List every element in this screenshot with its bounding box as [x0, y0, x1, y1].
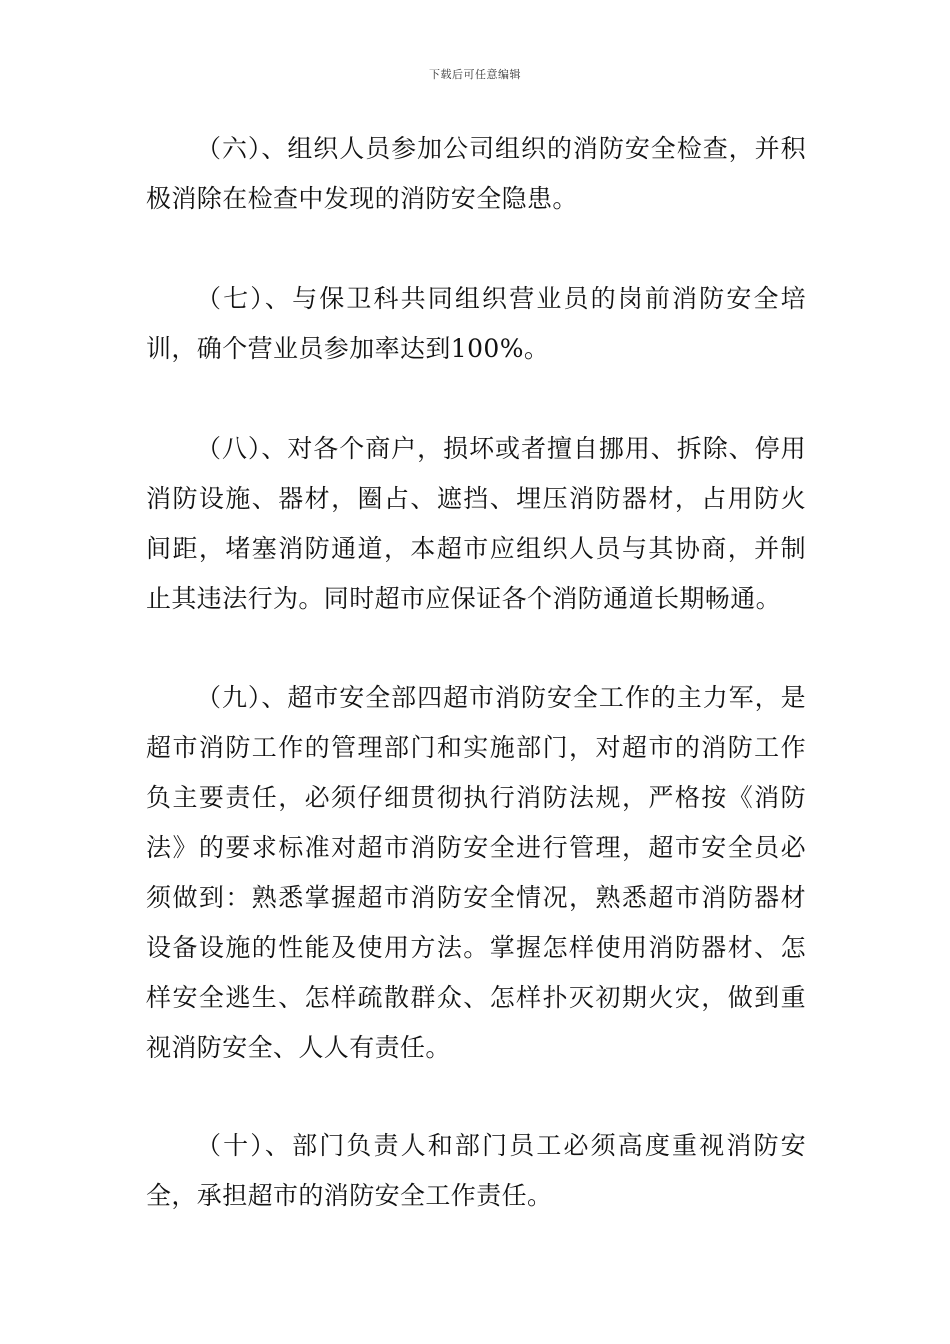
- paragraph-10: （十）、部门负责人和部门员工必须高度重视消防安全，承担超市的消防安全工作责任。: [146, 1131, 806, 1210]
- paragraph-9: （九）、超市安全部四超市消防安全工作的主力军，是超市消防工作的管理部门和实施部门，对超市的消防工作负主要责任，必须仔细贯彻执行消防法规，严格按《消防法》的要求标准对超市消防安全进行管理，超市安全员必须做到：熟悉掌握超市消防安全情况，熟悉超市消防器材设备设施的性能及使用方法。掌握怎样使用消防器材、怎样安全逃生、怎样疏散群众、怎样扑灭初期火灾，做到重视消防安全、人人有责任。: [146, 683, 806, 1062]
- paragraph-6: （六）、组织人员参加公司组织的消防安全检查，并积极消除在检查中发现的消防安全隐患。: [146, 134, 806, 213]
- paragraph-7: （七）、与保卫科共同组织营业员的岗前消防安全培训，确个营业员参加率达到100%。: [146, 284, 806, 363]
- header-note: 下载后可任意编辑: [429, 68, 521, 81]
- paragraph-8: （八）、对各个商户，损坏或者擅自挪用、拆除、停用消防设施、器材，圈占、遮挡、埋压消防器材，占用防火间距，堵塞消防通道，本超市应组织人员与其协商，并制止其违法行为。同时超市应保证各个消防通道长期畅通。: [146, 434, 806, 613]
